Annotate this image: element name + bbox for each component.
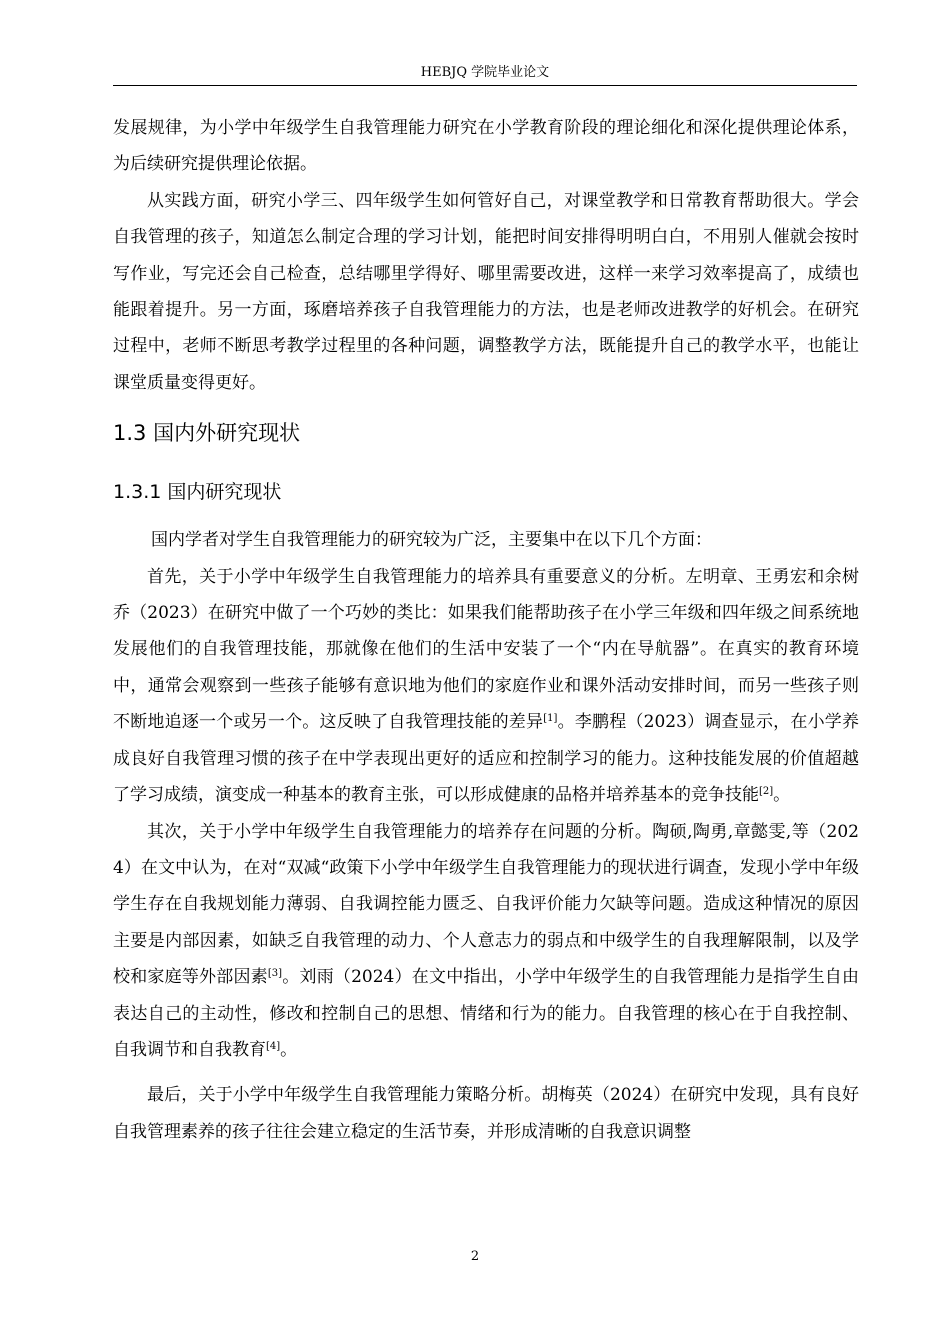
header-divider: [113, 85, 857, 86]
paragraph-second-text-1: 其次，关于小学中年级学生自我管理能力的培养存在问题的分析。陶硕,陶勇,章懿雯,等（2024）在文中认为，在对“双减“政策下小学中年级学生自我管理能力的现状进行调查，发现小学中年级学生存在自我规划能力薄弱、自我调控能力匮乏、自我评价能力欠缺等问题。造成这种情况的原因主要是内部因素，如缺乏自我管理的动力、个人意志力的弱点和中级学生的自我理解限制，以及学校和家庭等外部因素: [113, 821, 859, 988]
paragraph-practice: 从实践方面，研究小学三、四年级学生如何管好自己，对课堂教学和日常教育帮助很大。学会自我管理的孩子，知道怎么制定合理的学习计划，能把时间安排得明明白白，不用别人催就会按时写作业，写完还会自己检查，总结哪里学得好、哪里需要改进，这样一来学习效率提高了，成绩也能跟着提升。另一方面，琢磨培养孩子自我管理能力的方法，也是老师改进教学的好机会。在研究过程中，老师不断思考教学过程里的各种问题，调整教学方法，既能提升自己的教学水平，也能让课堂质量变得更好。: [113, 190, 859, 393]
paragraph-second-text-2: 。刘雨（2024）在文中指出，小学中年级学生的自我管理能力是指学生自由表达自己的主动性，修改和控制自己的思想、情绪和行为的能力。自我管理的核心在于自我控制、自我调节和自我教育: [113, 967, 860, 1060]
page-header: HEBJQ 学院毕业论文: [420, 65, 550, 80]
paragraph-first: [113, 559, 859, 814]
citation-ref-3: [3]: [267, 968, 283, 980]
page-number: 2: [470, 1249, 480, 1264]
paragraph-continued: 发展规律，为小学中年级学生自我管理能力研究在小学教育阶段的理论细化和深化提供理论体系，为后续研究提供理论依据。: [113, 118, 859, 175]
citation-ref-2: [2]: [759, 786, 774, 798]
subsection-heading-1-3-1: 1.3.1 国内研究现状: [113, 481, 282, 504]
document-body: [113, 110, 859, 1150]
section-heading-1-3: 1.3 国内外研究现状: [113, 421, 301, 446]
paragraph-intro: 国内学者对学生自我管理能力的研究较为广泛，主要集中在以下几个方面：: [151, 530, 712, 551]
paragraph-first-text-2: 。李鹏程（2023）调查显示，在小学养成良好自我管理习惯的孩子在中学表现出更好的适应和控制学习的能力。这种技能发展的价值超越了学习成绩，演变成一种基本的教育主张，可以形成健康的品格并培养基本的竞争技能: [113, 712, 860, 806]
citation-ref-1: [1]: [543, 713, 558, 725]
paragraph-first-text-3: 。: [773, 785, 791, 806]
paragraph-last: 最后，关于小学中年级学生自我管理能力策略分析。胡梅英（2024）在研究中发现，具有良好自我管理素养的孩子往往会建立稳定的生活节奏，并形成清晰的自我意识调整: [113, 1085, 859, 1142]
paragraph-second-text-3: 。: [280, 1039, 298, 1060]
citation-ref-4: [4]: [266, 1040, 281, 1052]
paragraph-first-text-1: 首先，关于小学中年级学生自我管理能力的培养具有重要意义的分析。左明章、王勇宏和余树乔（2023）在研究中做了一个巧妙的类比：如果我们能帮助孩子在小学三年级和四年级之间系统地发展他们的自我管理技能，那就像在他们的生活中安装了一个“内在导航器”。在真实的教育环境中，通常会观察到一些孩子能够有意识地为他们的家庭作业和课外活动安排时间，而另一些孩子则不断地追逐一个或另一个。这反映了自我管理技能的差异: [113, 566, 859, 733]
paragraph-second: [113, 814, 859, 1069]
